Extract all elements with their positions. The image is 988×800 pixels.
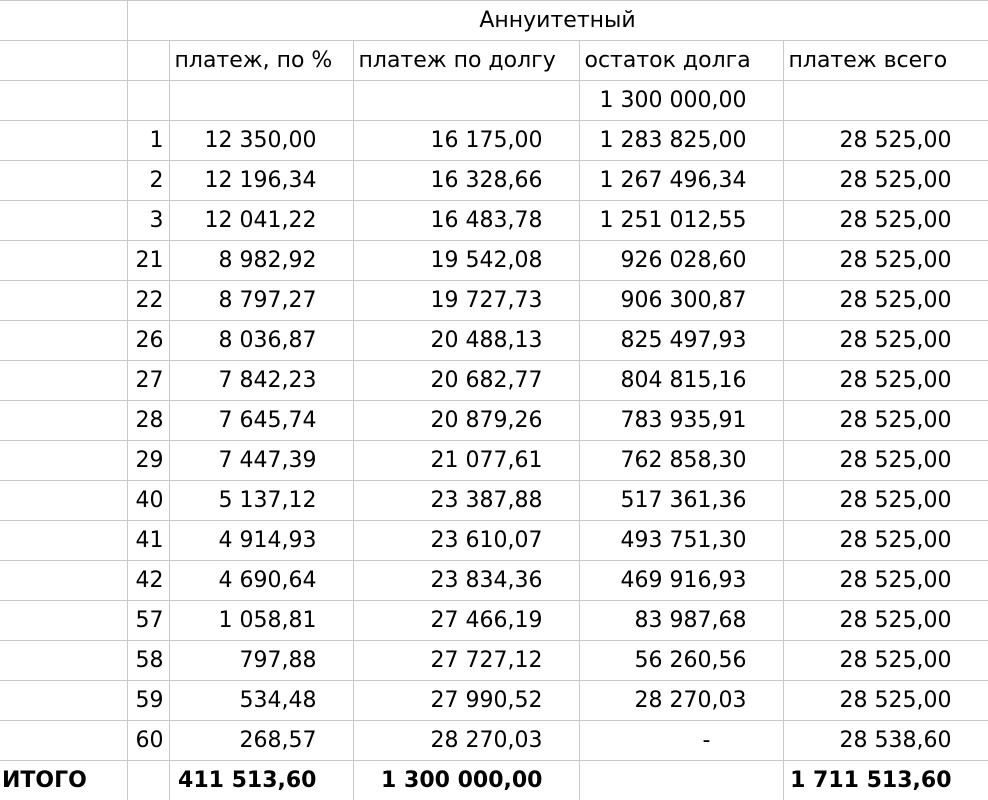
period-number-cell[interactable]: 22	[127, 281, 169, 321]
table-row	[0, 161, 988, 201]
interest-payment-cell[interactable]: 268,57	[169, 721, 353, 761]
table-row	[0, 201, 988, 241]
remaining-balance-cell[interactable]: 28 270,03	[579, 681, 783, 721]
interest-payment-cell[interactable]: 534,48	[169, 681, 353, 721]
empty-cell[interactable]	[0, 1, 127, 41]
interest-payment-cell[interactable]: 7 842,23	[169, 361, 353, 401]
table-row	[0, 241, 988, 281]
remaining-balance-cell[interactable]: 83 987,68	[579, 601, 783, 641]
totals-row	[0, 761, 988, 800]
period-number-cell[interactable]: 59	[127, 681, 169, 721]
principal-payment-cell[interactable]: 16 328,66	[353, 161, 579, 201]
remaining-balance-cell[interactable]: 906 300,87	[579, 281, 783, 321]
principal-payment-cell[interactable]: 23 834,36	[353, 561, 579, 601]
empty-cell[interactable]	[0, 721, 127, 761]
empty-cell[interactable]	[0, 641, 127, 681]
empty-cell[interactable]	[0, 481, 127, 521]
header-interest-payment[interactable]: платеж, по %	[169, 41, 353, 81]
header-remaining-balance[interactable]: остаток долга	[579, 41, 783, 81]
table-row	[0, 521, 988, 561]
remaining-balance-cell[interactable]: 926 028,60	[579, 241, 783, 281]
principal-payment-cell[interactable]: 16 175,00	[353, 121, 579, 161]
total-payment-cell[interactable]: 28 525,00	[783, 281, 988, 321]
principal-payment-cell[interactable]: 19 542,08	[353, 241, 579, 281]
principal-payment-cell[interactable]: 16 483,78	[353, 201, 579, 241]
period-number-cell[interactable]: 60	[127, 721, 169, 761]
period-number-cell[interactable]: 57	[127, 601, 169, 641]
interest-payment-cell[interactable]: 8 982,92	[169, 241, 353, 281]
remaining-balance-cell[interactable]: 56 260,56	[579, 641, 783, 681]
total-payment-cell[interactable]: 28 525,00	[783, 201, 988, 241]
table-title[interactable]: Аннуитетный	[127, 1, 988, 41]
interest-payment-cell[interactable]: 797,88	[169, 641, 353, 681]
table-row	[0, 321, 988, 361]
empty-cell[interactable]	[0, 121, 127, 161]
initial-balance-cell[interactable]: 1 300 000,00	[579, 81, 783, 121]
interest-payment-cell[interactable]: 7 447,39	[169, 441, 353, 481]
table-row	[0, 681, 988, 721]
table-row	[0, 401, 988, 441]
empty-cell[interactable]	[127, 41, 169, 81]
total-payment-cell[interactable]: 28 538,60	[783, 721, 988, 761]
table-row	[0, 601, 988, 641]
table-row	[0, 441, 988, 481]
total-payment-cell[interactable]: 28 525,00	[783, 601, 988, 641]
period-number-cell[interactable]: 2	[127, 161, 169, 201]
empty-cell[interactable]	[0, 41, 127, 81]
principal-payment-cell[interactable]: 27 466,19	[353, 601, 579, 641]
totals-payment-cell[interactable]: 1 711 513,60	[783, 761, 988, 800]
totals-principal-cell[interactable]: 1 300 000,00	[353, 761, 579, 800]
interest-payment-cell[interactable]: 12 350,00	[169, 121, 353, 161]
table-row	[0, 641, 988, 681]
period-number-cell[interactable]: 27	[127, 361, 169, 401]
empty-cell[interactable]	[0, 201, 127, 241]
empty-cell[interactable]	[0, 441, 127, 481]
empty-cell[interactable]	[353, 81, 579, 121]
period-number-cell[interactable]: 28	[127, 401, 169, 441]
period-number-cell[interactable]: 58	[127, 641, 169, 681]
empty-cell[interactable]	[0, 521, 127, 561]
principal-payment-cell[interactable]: 20 488,13	[353, 321, 579, 361]
empty-cell[interactable]	[783, 81, 988, 121]
interest-payment-cell[interactable]: 1 058,81	[169, 601, 353, 641]
empty-cell[interactable]	[0, 601, 127, 641]
empty-cell[interactable]	[0, 161, 127, 201]
remaining-balance-cell[interactable]: 469 916,93	[579, 561, 783, 601]
total-payment-cell[interactable]: 28 525,00	[783, 401, 988, 441]
principal-payment-cell[interactable]: 21 077,61	[353, 441, 579, 481]
period-number-cell[interactable]: 40	[127, 481, 169, 521]
empty-cell[interactable]	[0, 681, 127, 721]
remaining-balance-cell[interactable]: 762 858,30	[579, 441, 783, 481]
total-payment-cell[interactable]: 28 525,00	[783, 681, 988, 721]
interest-payment-cell[interactable]: 4 914,93	[169, 521, 353, 561]
total-payment-cell[interactable]: 28 525,00	[783, 321, 988, 361]
interest-payment-cell[interactable]: 12 196,34	[169, 161, 353, 201]
title-row	[0, 1, 988, 41]
principal-payment-cell[interactable]: 28 270,03	[353, 721, 579, 761]
table-row	[0, 121, 988, 161]
remaining-balance-cell[interactable]: 493 751,30	[579, 521, 783, 561]
initial-balance-row	[0, 81, 988, 121]
totals-label[interactable]: ИТОГО	[0, 761, 127, 800]
empty-cell[interactable]	[127, 81, 169, 121]
table-row	[0, 721, 988, 761]
principal-payment-cell[interactable]: 27 727,12	[353, 641, 579, 681]
remaining-balance-cell[interactable]: 1 267 496,34	[579, 161, 783, 201]
total-payment-cell[interactable]: 28 525,00	[783, 561, 988, 601]
total-payment-cell[interactable]: 28 525,00	[783, 641, 988, 681]
interest-payment-cell[interactable]: 5 137,12	[169, 481, 353, 521]
period-number-cell[interactable]: 26	[127, 321, 169, 361]
table-row	[0, 361, 988, 401]
remaining-balance-cell[interactable]: 825 497,93	[579, 321, 783, 361]
principal-payment-cell[interactable]: 20 682,77	[353, 361, 579, 401]
total-payment-cell[interactable]: 28 525,00	[783, 241, 988, 281]
empty-cell[interactable]	[0, 361, 127, 401]
total-payment-cell[interactable]: 28 525,00	[783, 161, 988, 201]
header-row	[0, 41, 988, 81]
empty-cell[interactable]	[0, 561, 127, 601]
table-row	[0, 481, 988, 521]
total-payment-cell[interactable]: 28 525,00	[783, 481, 988, 521]
empty-cell[interactable]	[0, 281, 127, 321]
principal-payment-cell[interactable]: 23 610,07	[353, 521, 579, 561]
total-payment-cell[interactable]: 28 525,00	[783, 521, 988, 561]
period-number-cell[interactable]: 42	[127, 561, 169, 601]
period-number-cell[interactable]: 3	[127, 201, 169, 241]
header-total-payment[interactable]: платеж всего	[783, 41, 988, 81]
principal-payment-cell[interactable]: 20 879,26	[353, 401, 579, 441]
principal-payment-cell[interactable]: 27 990,52	[353, 681, 579, 721]
total-payment-cell[interactable]: 28 525,00	[783, 361, 988, 401]
empty-cell[interactable]	[579, 761, 783, 800]
empty-cell[interactable]	[0, 81, 127, 121]
principal-payment-cell[interactable]: 23 387,88	[353, 481, 579, 521]
total-payment-cell[interactable]: 28 525,00	[783, 441, 988, 481]
period-number-cell[interactable]: 41	[127, 521, 169, 561]
remaining-balance-cell[interactable]: 1 283 825,00	[579, 121, 783, 161]
table-row	[0, 281, 988, 321]
remaining-balance-cell[interactable]: -	[579, 721, 783, 761]
remaining-balance-cell[interactable]: 804 815,16	[579, 361, 783, 401]
empty-cell[interactable]	[0, 321, 127, 361]
table-row	[0, 561, 988, 601]
empty-cell[interactable]	[127, 761, 169, 800]
interest-payment-cell[interactable]: 8 036,87	[169, 321, 353, 361]
principal-payment-cell[interactable]: 19 727,73	[353, 281, 579, 321]
remaining-balance-cell[interactable]: 1 251 012,55	[579, 201, 783, 241]
interest-payment-cell[interactable]: 12 041,22	[169, 201, 353, 241]
period-number-cell[interactable]: 1	[127, 121, 169, 161]
remaining-balance-cell[interactable]: 783 935,91	[579, 401, 783, 441]
empty-cell[interactable]	[0, 241, 127, 281]
period-number-cell[interactable]: 29	[127, 441, 169, 481]
period-number-cell[interactable]: 21	[127, 241, 169, 281]
totals-interest-cell[interactable]: 411 513,60	[169, 761, 353, 800]
header-principal-payment[interactable]: платеж по долгу	[353, 41, 579, 81]
interest-payment-cell[interactable]: 8 797,27	[169, 281, 353, 321]
remaining-balance-cell[interactable]: 517 361,36	[579, 481, 783, 521]
empty-cell[interactable]	[0, 401, 127, 441]
empty-cell[interactable]	[169, 81, 353, 121]
total-payment-cell[interactable]: 28 525,00	[783, 121, 988, 161]
interest-payment-cell[interactable]: 4 690,64	[169, 561, 353, 601]
interest-payment-cell[interactable]: 7 645,74	[169, 401, 353, 441]
